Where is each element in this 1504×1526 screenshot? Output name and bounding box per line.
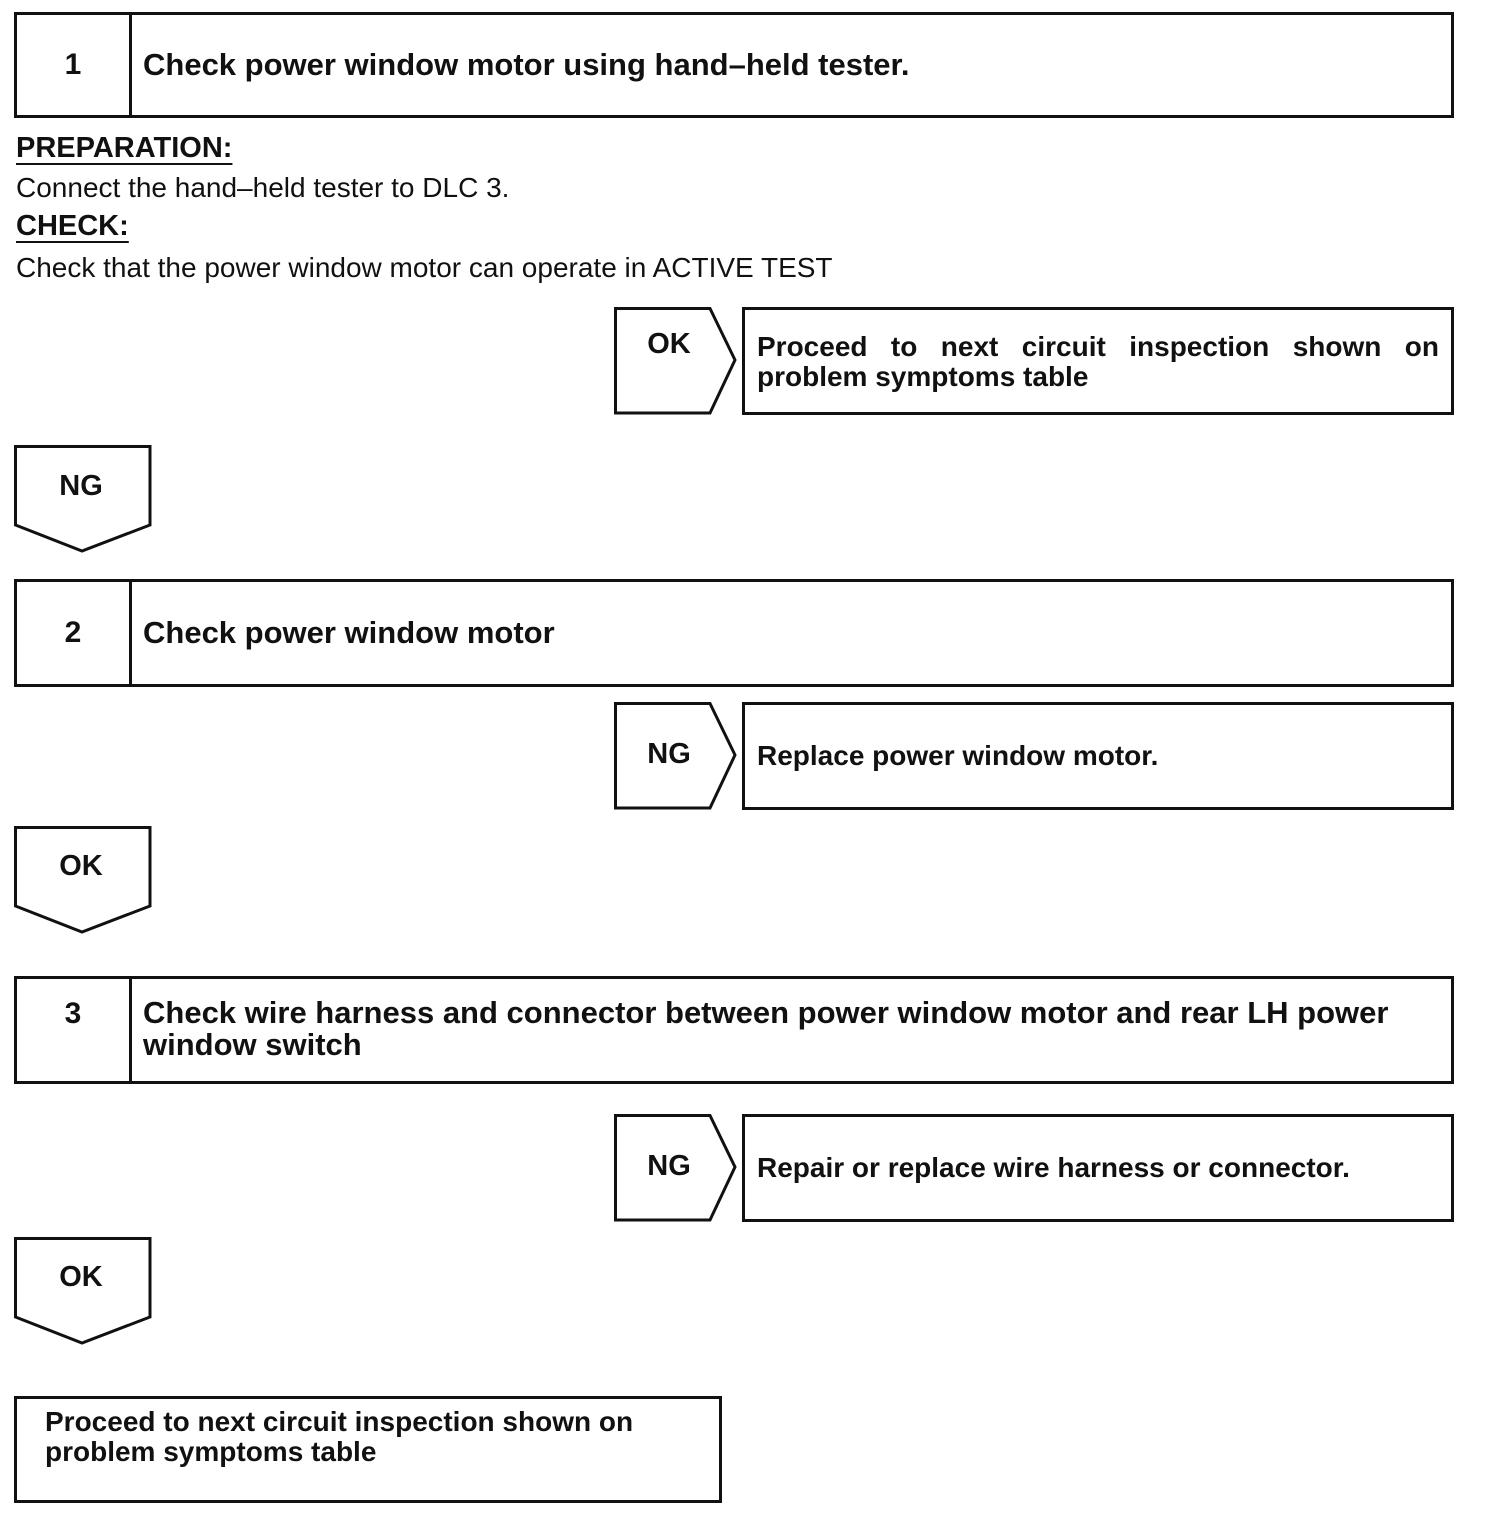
final-result-box: Proceed to next circuit inspection shown on problem symptoms table <box>14 1396 722 1503</box>
step-2-number: 2 <box>17 582 132 684</box>
step-2-ok-label: OK <box>59 850 103 882</box>
step-1-ng-label: NG <box>59 470 103 502</box>
check-heading: CHECK: <box>16 210 129 242</box>
step-1-title: Check power window motor using hand–held tester. <box>143 47 910 82</box>
step-1-ok-right-arrow <box>614 307 738 415</box>
step-3-box <box>14 976 1454 1084</box>
step-1-ok-result: Proceed to next circuit inspection shown on problem symptoms table <box>742 307 1454 415</box>
step-2-ng-label: NG <box>647 738 691 770</box>
step-3-ng-result: Repair or replace wire harness or connector. <box>742 1114 1454 1222</box>
step-1-ok-label: OK <box>647 328 691 360</box>
step-2-title: Check power window motor <box>143 615 555 650</box>
step-3-ok-label: OK <box>59 1261 103 1293</box>
step-2-ng-result: Replace power window motor. <box>742 702 1454 810</box>
step-3-number: 3 <box>17 979 132 1081</box>
step-2-box <box>14 579 1454 687</box>
preparation-text: Connect the hand–held tester to DLC 3. <box>16 172 510 203</box>
check-text: Check that the power window motor can operate in ACTIVE TEST <box>16 252 833 283</box>
preparation-heading: PREPARATION: <box>16 132 233 164</box>
step-1-number: 1 <box>17 15 132 115</box>
step-1-box <box>14 12 1454 118</box>
step-3-title: Check wire harness and connector between power window motor and rear LH power window switch <box>143 995 1389 1062</box>
step-3-ng-label: NG <box>647 1150 691 1182</box>
